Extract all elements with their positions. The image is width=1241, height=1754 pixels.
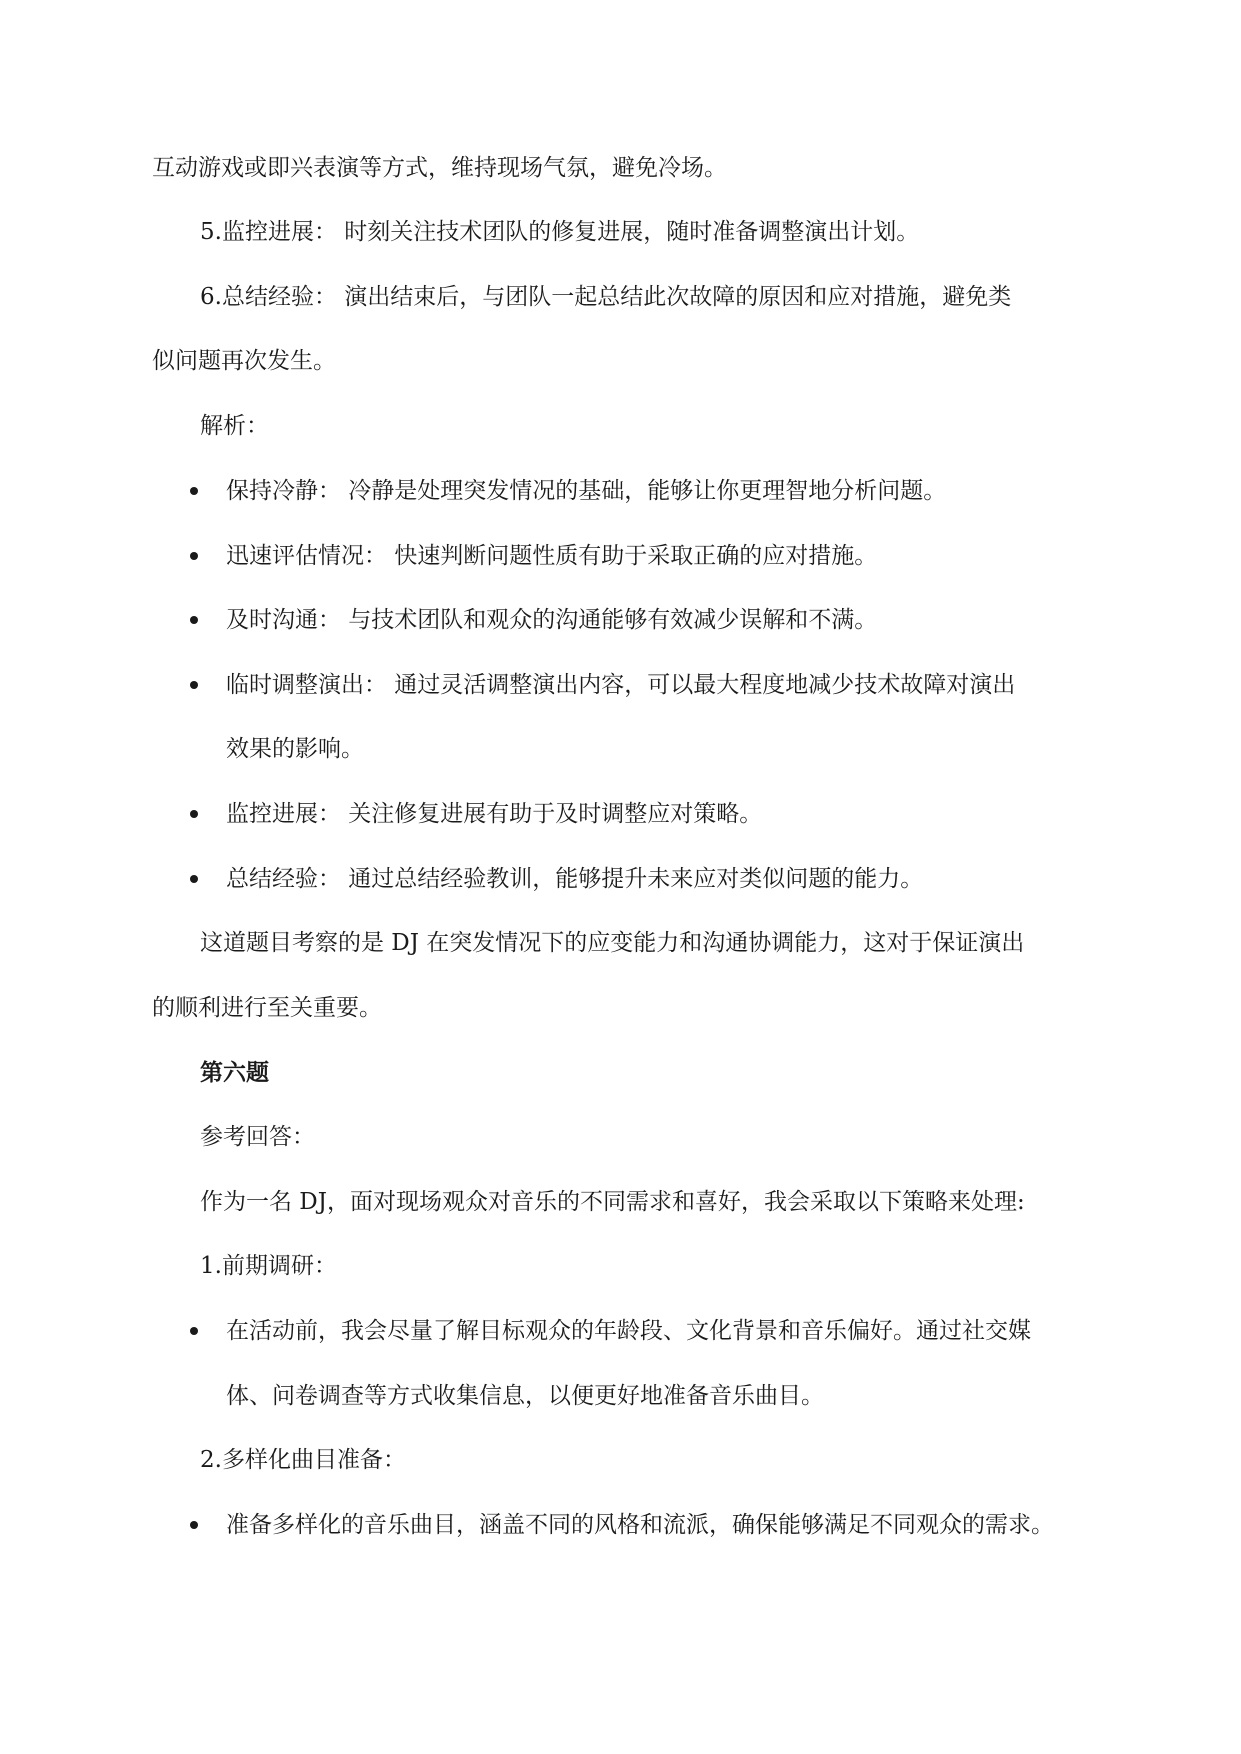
- bullet-diverse-tracks: 准备多样化的音乐曲目，涵盖不同的风格和流派，确保能够满足不同观众的需求。: [226, 1512, 1054, 1538]
- step-2-diverse-tracks: 2.多样化曲目准备：: [200, 1447, 406, 1473]
- bullet-stay-calm: 保持冷静： 冷静是处理突发情况的基础，能够让你更理智地分析问题。: [226, 478, 947, 504]
- bullet-summary: 总结经验： 通过总结经验教训，能够提升未来应对类似问题的能力。: [226, 866, 924, 892]
- analysis-label: 解析：: [200, 413, 269, 439]
- answer-intro: 作为一名 DJ，面对现场观众对音乐的不同需求和喜好，我会采取以下策略来处理:: [200, 1189, 1025, 1215]
- bullet-assess-quickly: 迅速评估情况： 快速判断问题性质有助于采取正确的应对措施。: [226, 543, 878, 569]
- bullet-research-line-2: 体、问卷调查等方式收集信息，以便更好地准备音乐曲目。: [226, 1383, 824, 1409]
- question-heading: 第六题: [200, 1060, 269, 1086]
- bullet-adjust-show-line-2: 效果的影响。: [226, 736, 364, 762]
- conclusion-line-1: 这道题目考察的是 DJ 在突发情况下的应变能力和沟通协调能力，这对于保证演出: [200, 930, 1025, 956]
- step-1-research: 1.前期调研：: [200, 1253, 337, 1279]
- bullet-research-line-1: 在活动前，我会尽量了解目标观众的年龄段、文化背景和音乐偏好。通过社交媒: [226, 1318, 1031, 1344]
- step-5-monitor-progress: 5.监控进展： 时刻关注技术团队的修复进展，随时准备调整演出计划。: [200, 219, 920, 245]
- paragraph-continuation: 互动游戏或即兴表演等方式，维持现场气氛，避免冷场。: [152, 155, 727, 181]
- step-6-summary-line-2: 似问题再次发生。: [152, 348, 336, 374]
- conclusion-line-2: 的顺利进行至关重要。: [152, 995, 382, 1021]
- step-6-summary-line-1: 6.总结经验： 演出结束后，与团队一起总结此次故障的原因和应对措施，避免类: [200, 284, 1012, 310]
- bullet-communicate: 及时沟通： 与技术团队和观众的沟通能够有效减少误解和不满。: [226, 607, 878, 633]
- bullet-adjust-show-line-1: 临时调整演出： 通过灵活调整演出内容，可以最大程度地减少技术故障对演出: [226, 672, 1016, 698]
- bullet-monitor: 监控进展： 关注修复进展有助于及时调整应对策略。: [226, 801, 763, 827]
- reference-answer-label: 参考回答：: [200, 1124, 315, 1150]
